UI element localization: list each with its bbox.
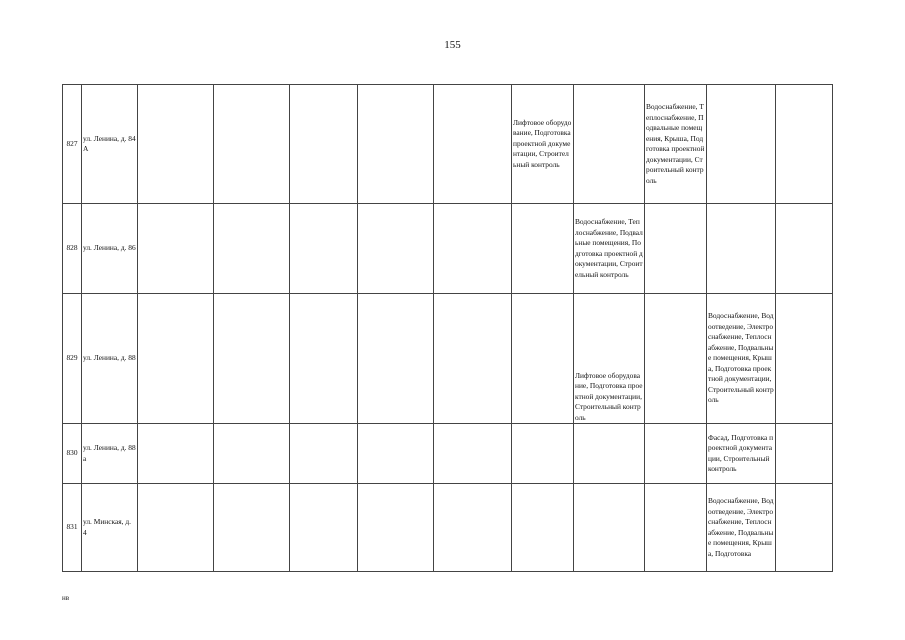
empty-cell: [138, 85, 214, 204]
table-row: [63, 424, 833, 484]
work-types-cell: [645, 424, 707, 484]
table-row: [63, 484, 833, 572]
work-types-cell: [707, 85, 776, 204]
address-cell: ул. Ленина, д. 88 а: [82, 424, 138, 484]
work-types-cell: Лифтовое оборудование, Подготовка проектной документации, Строительный контроль: [574, 294, 645, 424]
work-types-cell: [707, 204, 776, 294]
row-number: 830: [63, 424, 82, 484]
empty-cell: [214, 294, 290, 424]
work-types-cell: Лифтовое оборудование, Подготовка проектной документации, Строительный контроль: [512, 85, 574, 204]
empty-cell: [290, 424, 358, 484]
empty-cell: [138, 484, 214, 572]
work-types-cell: [574, 424, 645, 484]
work-types-cell: [512, 204, 574, 294]
empty-cell: [434, 424, 512, 484]
empty-cell: [358, 294, 434, 424]
work-types-cell: [512, 484, 574, 572]
row-number: 831: [63, 484, 82, 572]
work-types-cell: [574, 484, 645, 572]
empty-cell: [776, 294, 833, 424]
row-number: 828: [63, 204, 82, 294]
work-types-cell: Водоснабжение, Теплоснабжение, Подвальные помещения, Подготовка проектной документации, Строительный контроль: [574, 204, 645, 294]
address-cell: ул. Ленина, д. 88: [82, 294, 138, 424]
work-types-cell: [574, 85, 645, 204]
empty-cell: [776, 204, 833, 294]
empty-cell: [776, 484, 833, 572]
empty-cell: [434, 85, 512, 204]
repair-program-table: [62, 84, 833, 572]
work-types-cell: [645, 294, 707, 424]
footer-mark: нв: [62, 594, 70, 602]
empty-cell: [776, 85, 833, 204]
address-cell: ул. Ленина, д. 86: [82, 204, 138, 294]
address-cell: ул. Минская, д. 4: [82, 484, 138, 572]
empty-cell: [214, 424, 290, 484]
empty-cell: [358, 484, 434, 572]
empty-cell: [290, 204, 358, 294]
work-types-cell: Фасад, Подготовка проектной документации, Строительный контроль: [707, 424, 776, 484]
work-types-cell: [512, 294, 574, 424]
empty-cell: [358, 204, 434, 294]
empty-cell: [434, 204, 512, 294]
empty-cell: [358, 85, 434, 204]
table-row: [63, 85, 833, 204]
empty-cell: [138, 424, 214, 484]
empty-cell: [214, 484, 290, 572]
work-types-cell: [645, 204, 707, 294]
empty-cell: [214, 204, 290, 294]
table-row: [63, 204, 833, 294]
work-types-cell: [512, 424, 574, 484]
work-types-cell: Водоснабжение, Теплоснабжение, Подвальные помещения, Крыша, Подготовка проектной документации, Строительный контроль: [645, 85, 707, 204]
work-types-cell: Водоснабжение, Водоотведение, Электроснабжение, Теплоснабжение, Подвальные помещения, Крыша, Подготовка проектной документации, Строительный контроль: [707, 294, 776, 424]
address-cell: ул. Ленина, д. 84 А: [82, 85, 138, 204]
empty-cell: [290, 484, 358, 572]
work-types-cell: [645, 484, 707, 572]
empty-cell: [434, 294, 512, 424]
page-number: 155: [444, 39, 461, 51]
empty-cell: [290, 85, 358, 204]
row-number: 827: [63, 85, 82, 204]
work-types-cell: Водоснабжение, Водоотведение, Электроснабжение, Теплоснабжение, Подвальные помещения, Крыша, Подготовка: [707, 484, 776, 572]
empty-cell: [776, 424, 833, 484]
empty-cell: [138, 204, 214, 294]
row-number: 829: [63, 294, 82, 424]
empty-cell: [434, 484, 512, 572]
empty-cell: [358, 424, 434, 484]
empty-cell: [214, 85, 290, 204]
empty-cell: [138, 294, 214, 424]
empty-cell: [290, 294, 358, 424]
table-row: [63, 294, 833, 424]
